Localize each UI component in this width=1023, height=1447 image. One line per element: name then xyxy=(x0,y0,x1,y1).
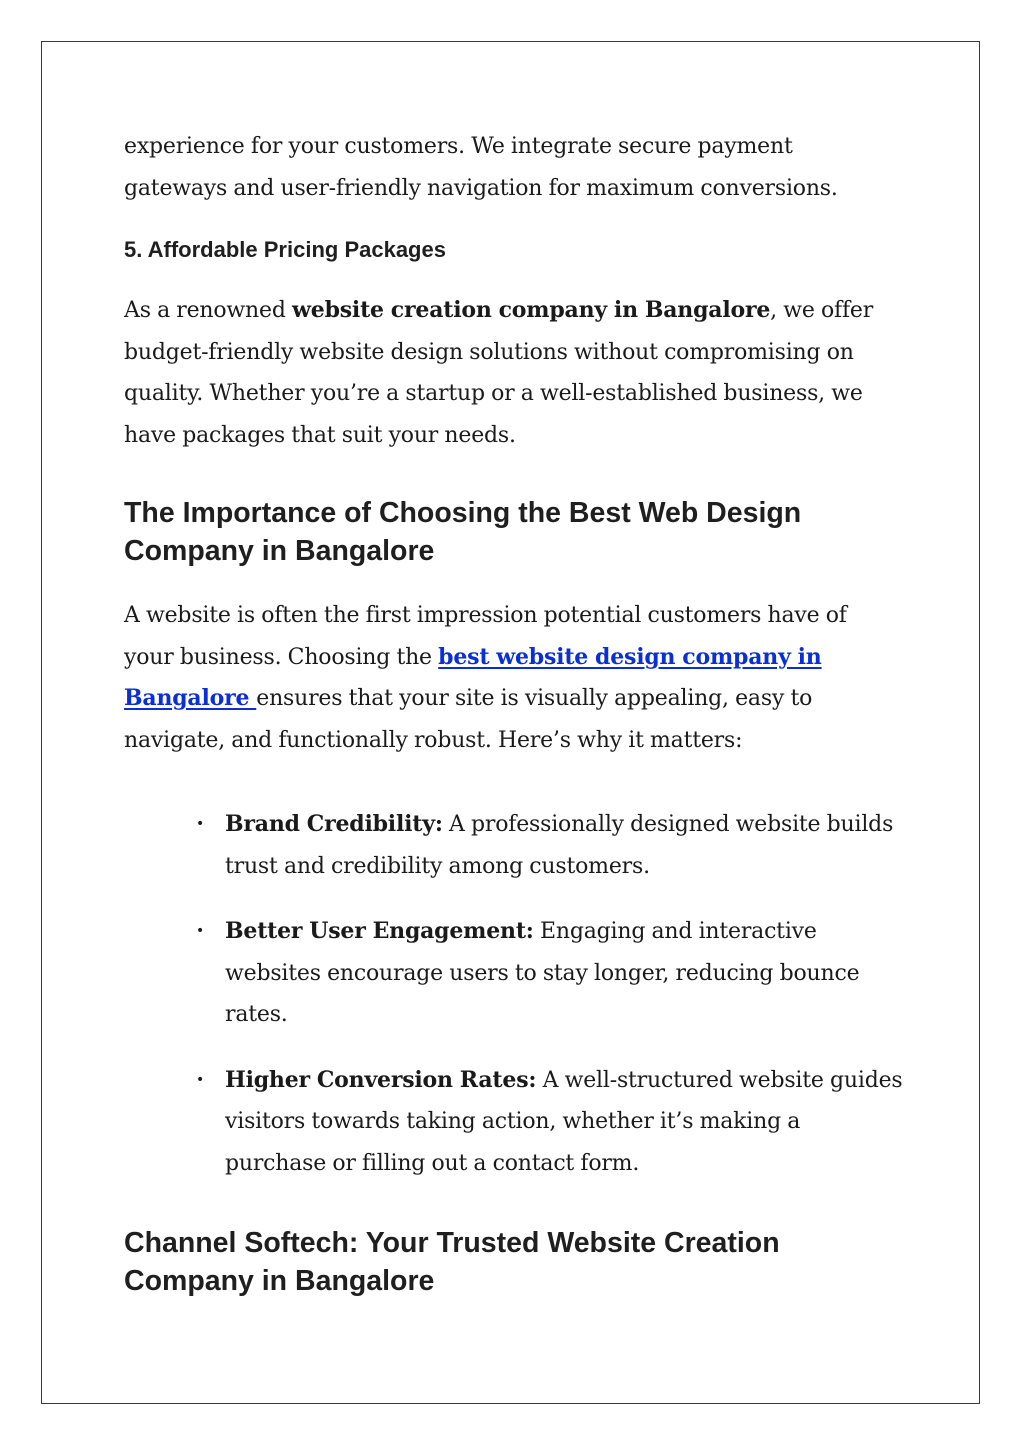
bullet-title: Brand Credibility: xyxy=(225,811,443,837)
list-item xyxy=(124,911,904,1036)
list-item xyxy=(124,1060,904,1185)
bullet-title: Better User Engagement: xyxy=(225,918,534,944)
intro-text: experience for your customers. We integrate secure payment gateways and user-friendly navigation for maximum conversions. xyxy=(124,134,838,201)
importance-paragraph xyxy=(124,595,894,761)
bullet-icon: • xyxy=(196,923,205,939)
bullet-icon: • xyxy=(196,816,205,832)
importance-heading: The Importance of Choosing the Best Web Design Company in Bangalore xyxy=(124,497,802,567)
bullet-title: Higher Conversion Rates: xyxy=(225,1066,537,1093)
importance-text-after: ensures that your site is visually appealing, easy to navigate, and functionally robust. Here’s why it matters: xyxy=(124,686,813,753)
bullet-text: A well-structured website guides visitors towards taking action, whether it’s making a purchase or filling out a contact form. xyxy=(225,1067,903,1176)
bullet-text: A professionally designed website builds trust and credibility among customers. xyxy=(225,812,894,879)
document-body xyxy=(124,126,904,1300)
bullet-text: Engaging and interactive websites encourage users to stay longer, reducing bounce rates. xyxy=(225,919,860,1027)
importance-bullet-list xyxy=(124,804,904,1184)
pricing-bold-phrase: website creation company in Bangalore xyxy=(292,297,771,323)
list-item xyxy=(124,804,904,887)
pricing-heading: 5. Affordable Pricing Packages xyxy=(124,237,446,262)
channel-heading: Channel Softech: Your Trusted Website Creation Company in Bangalore xyxy=(124,1227,780,1297)
best-website-design-link[interactable]: best website design company in Bangalore xyxy=(124,643,822,711)
intro-paragraph xyxy=(124,126,884,209)
pricing-text-before: As a renowned xyxy=(124,298,293,323)
pricing-paragraph xyxy=(124,290,884,456)
bullet-icon: • xyxy=(196,1071,205,1088)
importance-text-before: A website is often the first impression potential customers have of your business. Choosing the xyxy=(124,603,847,670)
pricing-text-after: , we offer budget-friendly website design solutions without compromising on quality. Whether you’re a startup or a well-established business, we have packages that suit your needs. xyxy=(124,298,874,448)
